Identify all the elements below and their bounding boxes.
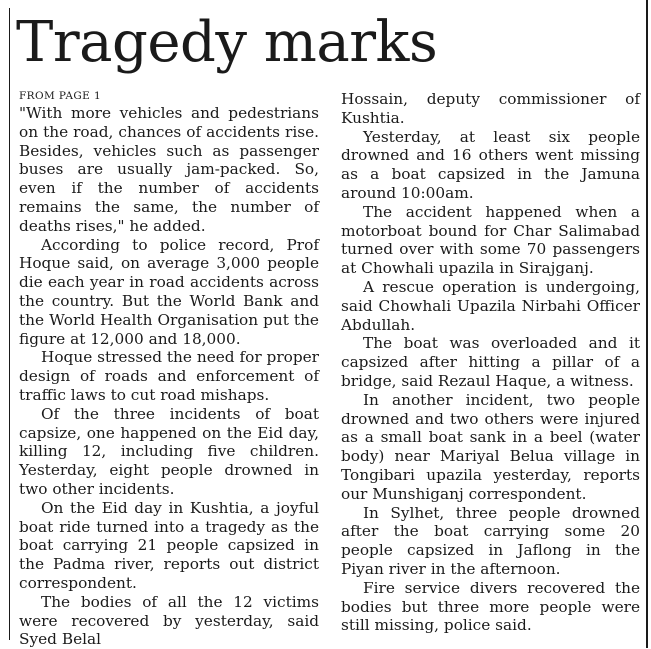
article-column-right [341, 90, 640, 635]
paragraph: The accident happened when a motorboat bound for Char Salimabad turned over with some 70 passengers at Chowhali upazila in Sirajganj. [341, 202, 640, 278]
paragraph: Yesterday, at least six people drowned and 16 others went missing as a boat capsized in the Jamuna around 10:00am. [341, 127, 640, 202]
paragraph: On the Eid day in Kushtia, a joyful boat ride turned into a tragedy as the boat carrying 21 people capsized in the Padma river, reports out district correspondent. [19, 498, 319, 592]
paragraph: The boat was overloaded and it capsized after hitting a pillar of a bridge, said Rezaul Haque, a witness. [341, 334, 640, 390]
paragraph: In Sylhet, three people drowned after the boat carrying some 20 people capsized in Jaflong in the Piyan river in the afternoon. [341, 503, 640, 578]
paragraph: A rescue operation is undergoing, said Chowhali Upazila Nirbahi Officer Abdullah. [341, 277, 640, 334]
paragraph: Hossain, deputy commissioner of Kushtia. [341, 90, 640, 127]
headline: Tragedy marks [16, 10, 438, 75]
left-border-rule [9, 8, 10, 640]
kicker-from-page: FROM PAGE 1 [19, 90, 102, 102]
right-border-rule [646, 0, 648, 648]
paragraph: According to police record, Prof Hoque said, on average 3,000 people die each year in road accidents across the country. But the World Bank and the World Health Organisation put the figure at 12,000 and 18,000. [19, 235, 319, 348]
article-column-left [19, 90, 319, 649]
paragraph: The bodies of all the 12 victims were recovered by yesterday, said Syed Belal [19, 592, 319, 649]
paragraph: "With more vehicles and pedestrians on the road, chances of accidents rise. Besides, vehicles such as passenger buses are usually jam-packed. So, even if the number of accidents remains the same, the number of deaths rises," he added. [19, 104, 319, 235]
paragraph: Of the three incidents of boat capsize, one happened on the Eid day, killing 12, including five children. Yesterday, eight people drowned in two other incidents. [19, 404, 319, 498]
paragraph: Hoque stressed the need for proper design of roads and enforcement of traffic laws to cut road mishaps. [19, 348, 319, 404]
paragraph: Fire service divers recovered the bodies but three more people were still missing, police said. [341, 578, 640, 635]
paragraph: In another incident, two people drowned and two others were injured as a small boat sank in a beel (water body) near Mariyal Belua village in Tongibari upazila yesterday, reports our Munshiganj correspondent. [341, 390, 640, 503]
